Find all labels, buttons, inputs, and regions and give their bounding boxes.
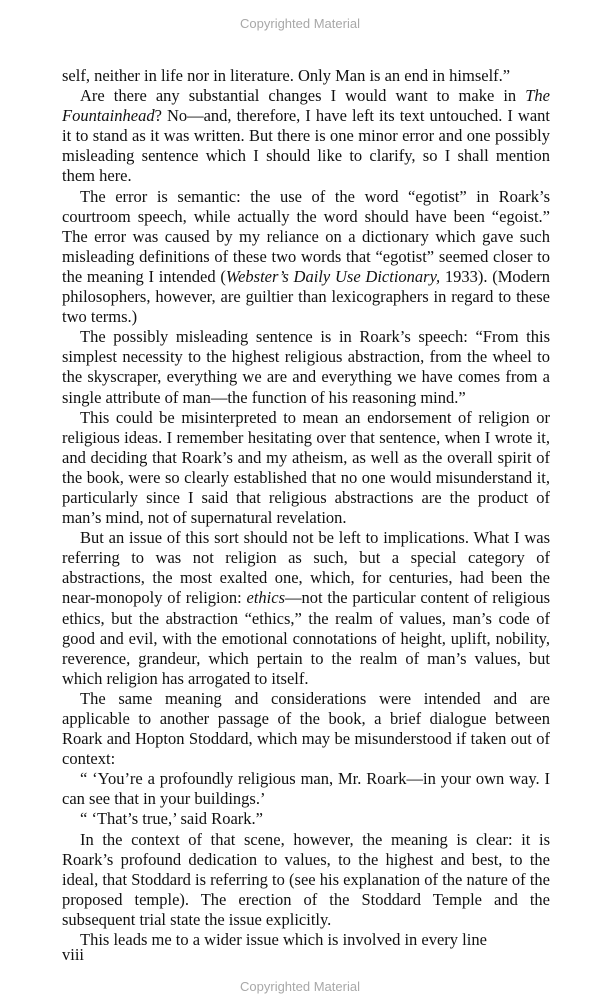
text-run: But an issue of this sort should not be left to implications. What I was referring to was not religion as such, but a special category of abstractions, the most exalted one, which, for centuries, had been the near-monopoly of religion: [62, 528, 550, 608]
text-run: This leads me to a wider issue which is involved in every line [80, 930, 487, 950]
text-run: self, neither in life nor in literature. Only Man is an end in himself.” [62, 66, 511, 85]
paragraph [62, 830, 550, 930]
text-run: The error is semantic: the use of the word “egotist” in Roark’s courtroom speech, while actually the word should have been “egoist.” The error was caused by my reliance on a dictionary which gave such misleading definitions of these two words that “egotist” seemed closer to the meaning I intended ( [62, 186, 550, 286]
paragraph [62, 528, 550, 689]
watermark-top: Copyrighted Material [240, 16, 360, 31]
text-run: Are there any substantial changes I would want to make in [80, 86, 526, 106]
quote-paragraph [62, 769, 550, 809]
text-run: The possibly misleading sentence is in Roark’s speech: “From this simplest necessity to the highest religious abstraction, from the wheel to the skyscraper, everything we are and everything we have comes from a single attribute of man—the function of his reasoning mind.” [62, 327, 550, 407]
italic-text-run: Webster’s Daily Use Dictionary, [225, 266, 441, 286]
page-number: viii [62, 945, 85, 964]
text-run: 1933). (Modern philosophers, however, are guiltier than lexicographers in regard to these two terms.) [62, 266, 550, 327]
paragraph [62, 66, 550, 86]
italic-text-run: The Fountainhead [62, 86, 550, 126]
quote-paragraph [62, 809, 550, 829]
text-run: “ ‘That’s true,’ said Roark.” [80, 809, 263, 829]
paragraph [62, 408, 550, 529]
paragraph [62, 86, 550, 186]
text-run: The same meaning and considerations were intended and are applicable to another passage of the book, a brief dialogue between Roark and Hopton Stoddard, which may be misunderstood if taken out of context: [62, 688, 550, 769]
watermark-bottom: Copyrighted Material [240, 979, 360, 994]
text-run: “ ‘You’re a profoundly religious man, Mr. Roark—in your own way. I can see that in your buildings.’ [62, 769, 550, 809]
paragraph [62, 930, 550, 950]
paragraph [62, 689, 550, 769]
italic-text-run: ethics [246, 588, 286, 608]
text-run: In the context of that scene, however, the meaning is clear: it is Roark’s profound dedication to values, to the highest and best, to the ideal, that Stoddard is referring to (see his explanation of the nature of the proposed temple). The erection of the Stoddard Temple and the subsequent trial state the issue explicitly. [62, 829, 550, 929]
paragraph [62, 327, 550, 407]
text-run: ? No—and, therefore, I have left its text untouched. I want it to stand as it was written. But there is one minor error and one possibly misleading sentence which I should like to clarify, so I shall mention them here. [62, 106, 550, 186]
page-text [62, 66, 550, 950]
text-run: This could be misinterpreted to mean an endorsement of religion or religious ideas. I remember hesitating over that sentence, when I wrote it, and deciding that Roark’s and my atheism, as well as the overall spirit of the book, were so clearly established that no one would misunderstand it, particularly since I said that religious abstractions are the product of man’s mind, not of supernatural revelation. [62, 407, 550, 528]
text-run: —not the particular content of religious ethics, but the abstraction “ethics,” the realm of values, man’s code of good and evil, with the emotional connotations of height, uplift, nobility, reverence, grandeur, which pertain to the realm of man’s values, but which religion has arrogated to itself. [62, 588, 550, 688]
paragraph [62, 187, 550, 328]
